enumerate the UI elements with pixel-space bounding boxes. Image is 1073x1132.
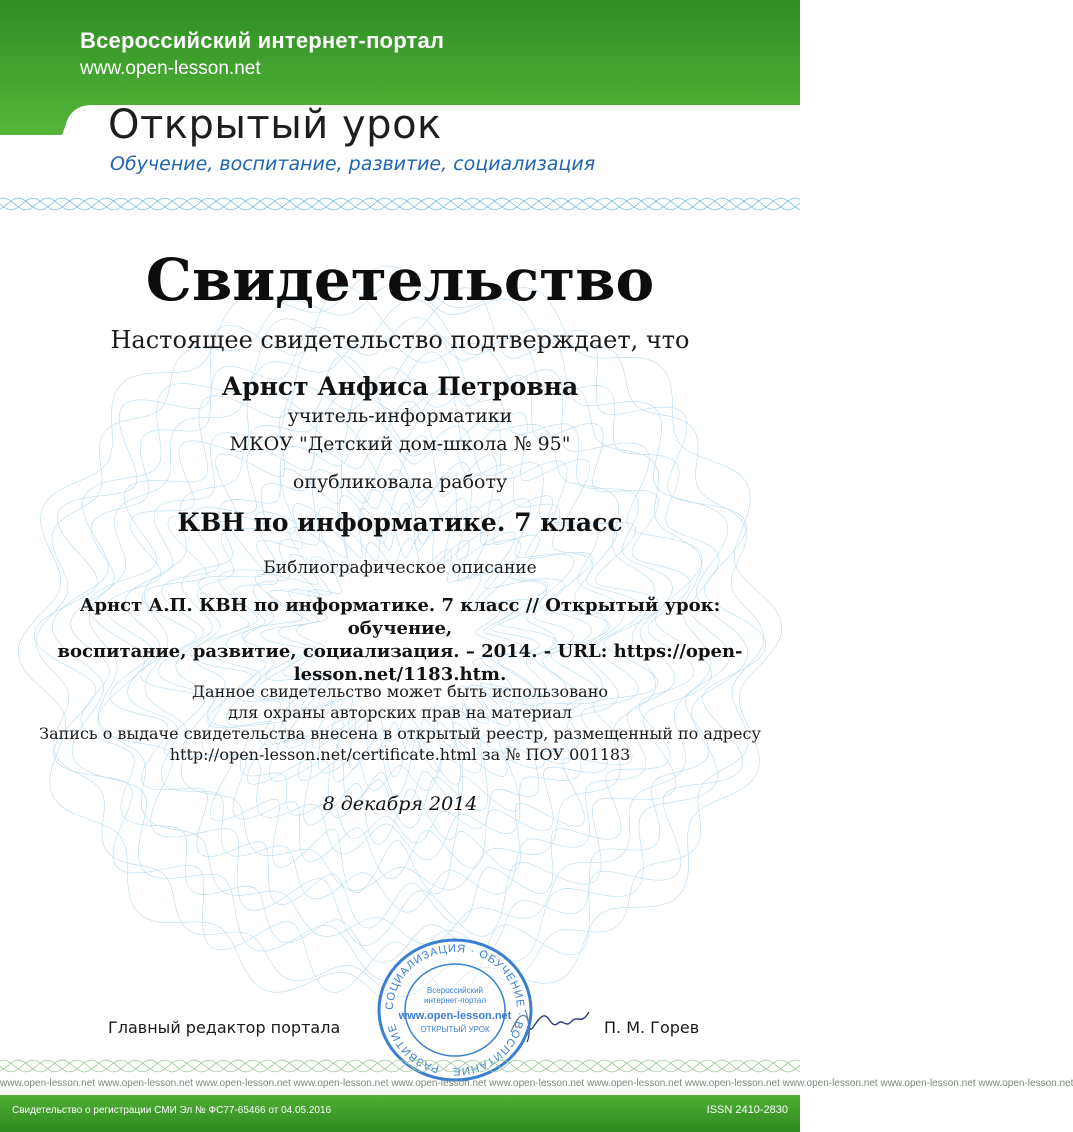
person-position: учитель-информатики [287, 405, 513, 427]
stamp-outer-text: СОЦИАЛИЗАЦИЯ · ОБУЧЕНИЕ · ВОСПИТАНИЕ · РАЗВИТИЕ [383, 942, 527, 1078]
bib-line: Арнст А.П. КВН по информатике. 7 класс // Открытый урок: обучение, [79, 595, 721, 639]
certificate-heading: Свидетельство [145, 246, 655, 314]
note-line: для охраны авторских прав на материал [228, 703, 572, 722]
confirm-text: Настоящее свидетельство подтверждает, что [110, 326, 690, 354]
person-name: Арнст Анфиса Петровна [221, 372, 579, 401]
footer-url-strip: www.open-lesson.net www.open-lesson.net www.open-lesson.net www.open-lesson.net www.open-lesson.net www.open-lesson.net www.open-lesson.net www.open-lesson.net www.open-lesson.net www.open-lesson.net www.open-lesson.net [0, 1078, 1073, 1089]
portal-title: Всероссийский интернет-портал [80, 28, 445, 53]
band-wave [0, 198, 800, 210]
bib-line: воспитание, развитие, социализация. – 2014. - URL: https://open- [57, 641, 743, 662]
decorative-band-bottom [0, 1058, 800, 1074]
bib-line: lesson.net/1183.htm. [293, 664, 507, 685]
band-wave [0, 1060, 800, 1072]
issue-date: 8 декабря 2014 [322, 793, 478, 815]
work-title: КВН по информатике. 7 класс [177, 508, 623, 537]
registration-text: Свидетельство о регистрации СМИ Эл № ФС77-65466 от 04.05.2016 [12, 1105, 332, 1116]
stamp-url: www.open-lesson.net [398, 1010, 512, 1022]
editor-role: Главный редактор портала [108, 1018, 341, 1037]
logo-title: Открытый урок [108, 102, 442, 148]
logo-subtitle: Обучение, воспитание, развитие, социализация [110, 153, 596, 175]
decorative-band-top [0, 196, 800, 212]
stamp-inner-line: Всероссийский [426, 986, 484, 995]
bib-description [50, 594, 750, 686]
note-line: Запись о выдаче свидетельства внесена в открытый реестр, размещенный по адресу [39, 724, 761, 743]
issn-text: ISSN 2410-2830 [706, 1104, 788, 1116]
person-organization: МКОУ "Детский дом-школа № 95" [229, 433, 571, 455]
bib-label: Библиографическое описание [263, 558, 537, 578]
stamp-bottom: ОТКРЫТЫЙ УРОК [420, 1025, 490, 1034]
portal-url: www.open-lesson.net [80, 58, 261, 79]
stamp-inner-line: интернет-портал [423, 996, 487, 1005]
editor-name: П. М. Горев [604, 1018, 700, 1037]
note-line: http://open-lesson.net/certificate.html за № ПОУ 001183 [169, 745, 631, 764]
published-text: опубликовала работу [292, 471, 508, 493]
note-line: Данное свидетельство может быть использовано [192, 682, 608, 701]
